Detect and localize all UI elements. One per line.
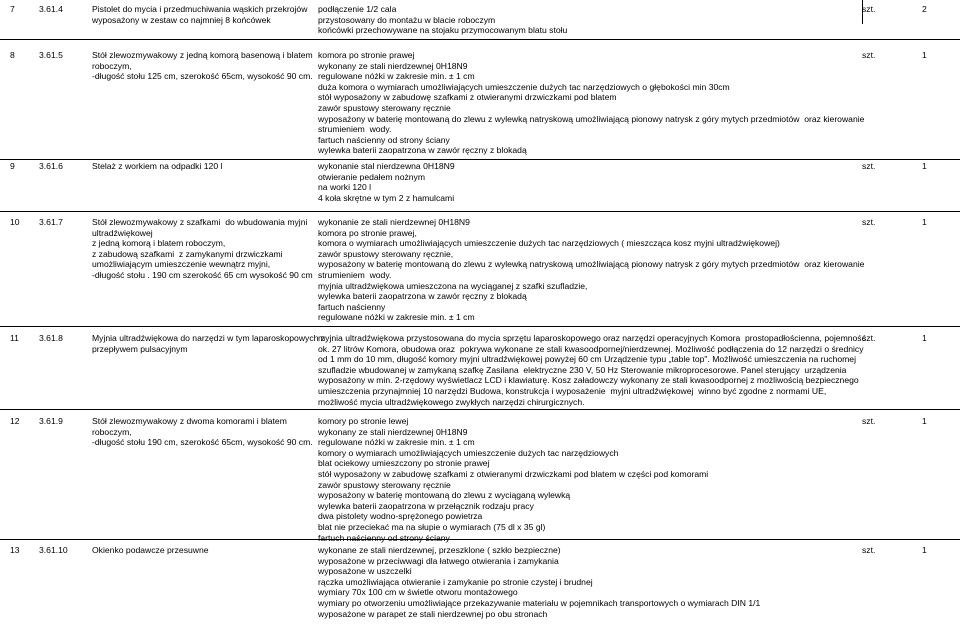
spec-line: strumieniem wody. [318,269,392,280]
spec-line: wykonanie ze stali nierdzewnej 0H18N9 [318,217,470,227]
unit: szt. [862,217,876,227]
item-name-line: -długość stołu 190 cm, szerokość 65cm, wysokość 90 cm. [92,437,313,448]
spec-line: wyposażony w baterię montowaną do zlewu z wyciąganą wylewką [318,490,571,501]
quantity: 1 [922,333,927,343]
item-name [92,416,313,448]
item-specification [318,50,864,156]
spec-line: wyposażony w min. 2-rzędowy wyświetlacz LCD i klawiaturę. Kosz załadowczy wykonany ze stali kwasoodpornej z możliwością bezpiecznego [318,375,859,386]
spec-line: wylewka baterii zaopatrzona w zawór ręczny z blokadą [318,291,527,302]
row-separator [0,159,960,160]
spec-line: wylewka baterii zaopatrzona w zawór ręczny z blokadą [318,145,527,156]
spec-line: fartuch naścienny [318,301,386,312]
spec-line: fartuch naścienny od strony ściany [318,532,450,543]
spec-line: wykonanie stal nierdzewna 0H18N9 [318,161,455,171]
unit: szt. [862,545,876,555]
item-name-line: Myjnia ultradźwiękowa do narzędzi w tym laparoskopowych z [92,333,326,343]
spec-line: stół wyposażony w zabudowę szafkami z otwieranymi drzwiczkami pod blatem [318,92,617,103]
item-specification [318,4,567,36]
spec-line: myjnia ultradźwiękowa przystosowana do mycia sprzętu laparoskopowego oraz narzędzi operacyjnych Komora prostopadłościenna, pojemność [318,333,866,343]
spec-line: podłączenie 1/2 cala [318,4,397,14]
quantity: 1 [922,161,927,171]
spec-line: duża komora o wymiarach umożliwiających umieszczenie dużych tac narzędziowych o głębokości min 30cm [318,81,730,92]
item-code: 3.61.6 [39,161,63,171]
item-code: 3.61.10 [39,545,68,555]
spec-line: zawór spustowy sterowany ręcznie [318,102,451,113]
spec-line: wyposażone w parapet ze stali nierdzewnej po obu stronach [318,608,548,619]
item-specification [318,333,866,407]
spec-line: na worki 120 l [318,182,372,193]
spec-line: wyposażone w uszczelki [318,566,412,577]
spec-line: wyposażone w przeciwwagi dla łatwego otwierania i zamykania [318,555,559,566]
spec-line: końcówki przechowywane na stojaku przymocowanym blatu stołu [318,25,568,36]
item-name-line: Stół zlewozmywakowy z dwoma komorami i blatem [92,416,287,426]
row-separator [0,211,960,212]
spec-line: komora po stronie prawej, [318,227,417,238]
item-name [92,50,313,82]
item-name-line: -długość stołu . 190 cm szerokość 65 cm wysokość 90 cm [92,269,313,280]
spec-line: blat nie przeciekać ma na słupie o wymiarach (75 dl x 35 gl) [318,521,546,532]
spec-line: wyposażony w baterię montowaną do zlewu z wylewką natryskową umożliwiającą pionowy natrysk z góry mytych przedmiotów oraz kierowanie [318,259,865,270]
item-name [92,161,222,172]
spec-line: umieszczenia przynajmniej 10 narzędzi Budowa, konstrukcja i wyposażenie myjni ultradźwiękowej winno być zgodne z normami UE, [318,385,827,396]
item-name-line: Okienko podawcze przesuwne [92,545,209,555]
quantity: 1 [922,416,927,426]
spec-line: wykonane ze stali nierdzewnej, przeszklone ( szkło bezpieczne) [318,545,561,555]
unit: szt. [862,161,876,171]
row-number: 9 [10,161,15,171]
spec-line: regulowane nóżki w zakresie min. ± 1 cm [318,437,475,448]
item-specification [318,161,455,203]
spec-line: zawór spustowy sterowany ręcznie [318,479,451,490]
item-name-line: z jedną komorą i blatem roboczym, [92,238,226,249]
spec-line: wymiary po otworzeniu umożliwiające przekazywanie materiału w pojemnikach transportowych o wymiarach DIN 1/1 [318,597,761,608]
item-name-line: Stelaż z workiem na odpadki 120 l [92,161,223,171]
quantity: 1 [922,545,927,555]
item-code: 3.61.8 [39,333,63,343]
item-name-line: Stół zlewozmywakowy z jedną komorą basenową i blatem [92,50,313,60]
item-name [92,217,313,281]
unit: szt. [862,333,876,343]
unit: szt. [862,4,876,14]
item-name-line: Pistolet do mycia i przedmuchiwania wąskich przekrojów [92,4,308,14]
spec-line: komory o wymiarach umożliwiających umieszczenie dużych tac narzędziowych [318,447,619,458]
row-number: 7 [10,4,15,14]
unit: szt. [862,416,876,426]
spec-line: wykonany ze stali nierdzewnej 0H18N9 [318,60,468,71]
spec-line: wylewka baterii zaopatrzona w przełącznik rodzaju pracy [318,500,534,511]
item-code: 3.61.5 [39,50,63,60]
row-number: 10 [10,217,20,227]
spec-line: regulowane nóżki w zakresie min. ± 1 cm [318,71,475,82]
spec-line: ok. 27 litrów Komora, obudowa oraz pokrywa wykonane ze stali kwasoodpornej/nierdzewnej. Możliwość podłączenia do 12 narzędzi o średnicy [318,343,864,354]
row-number: 12 [10,416,20,426]
item-name [92,4,307,25]
item-specification [318,217,864,323]
spec-line: blat ociekowy umieszczony po stronie prawej [318,458,490,469]
spec-line: dwa pistolety wodno-sprężonego powietrza [318,511,483,522]
item-name [92,545,209,556]
item-name-line: umożliwiającym umieszczenie wewnątrz myjni, [92,259,271,270]
spec-line: komory po stronie lewej [318,416,409,426]
spec-line: regulowane nóżki w zakresie min. ± 1 cm [318,312,475,323]
spec-line: wymiary 70x 100 cm w świetle otworu montażowego [318,587,518,598]
item-specification [318,416,708,543]
item-name-line: -długość stołu 125 cm, szerokość 65cm, wysokość 90 cm. [92,71,313,82]
spec-line: komora po stronie prawej [318,50,415,60]
item-code: 3.61.7 [39,217,63,227]
quantity: 1 [922,50,927,60]
spec-line: szufladzie wbudowanej w zamykaną szafkę Zasilana elektryczne 230 V, 50 Hz Sterowanie mikroprocesorowe. Panel sterujący urządzenia [318,364,847,375]
item-specification [318,545,760,619]
item-name-line: roboczym, [92,426,132,437]
spec-line: fartuch naścienny od strony ściany [318,134,450,145]
item-code: 3.61.4 [39,4,63,14]
spec-line: komora o wymiarach umożliwiających umieszczenie dużych tac narzędziowych ( mieszcząca kosz myjni ultradźwiękowej) [318,238,780,249]
spec-line: zawór spustowy sterowany ręcznie, [318,248,454,259]
row-separator [0,409,960,410]
item-name-line: roboczym, [92,60,132,71]
spec-line: rączka umożliwiająca otwieranie i zamykanie po stronie czystej i brudnej [318,576,593,587]
spec-line: 4 koła skrętne w tym 2 z hamulcami [318,192,455,203]
row-separator [0,326,960,327]
spec-line: od 1 mm do 10 mm, długość komory myjni ultradźwiękowej powyżej 60 cm Urządzenie typu „table top". Możliwość umieszczenia na ruchomej [318,354,856,365]
spec-line: strumieniem wody. [318,124,392,135]
spec-line: wykonany ze stali nierdzewnej 0H18N9 [318,426,468,437]
item-name-line: wyposażony w zestaw co najmniej 8 końcówek [92,14,271,25]
spec-line: stół wyposażony w zabudowę szafkami z otwieranymi drzwiczkami pod blatem w części pod komorami [318,468,709,479]
item-name-line: Stół zlewozmywakowy z szafkami do wbudowania myjni [92,217,308,227]
item-name-line: z zabudową szafkami z zamykanymi drzwiczkami [92,248,283,259]
item-name-line: ultradźwiękowej [92,227,153,238]
spec-line: wyposażony w baterię montowaną do zlewu z wylewką natryskową umożliwiającą pionowy natrysk z góry mytych przedmiotów oraz kierowanie [318,113,865,124]
unit: szt. [862,50,876,60]
quantity: 2 [922,4,927,14]
row-number: 8 [10,50,15,60]
spec-line: możliwość mycia ultradźwiękowego zwykłych narzędzi chirurgicznych. [318,396,585,407]
spec-line: przystosowany do montażu w blacie roboczym [318,14,496,25]
row-separator [0,39,960,40]
item-name [92,333,325,354]
item-name-line: przepływem pulsacyjnym [92,343,188,354]
row-number: 13 [10,545,20,555]
row-number: 11 [10,333,19,343]
spec-line: myjnia ultradźwiękowa umieszczona na wyciąganej z szafki szufladzie, [318,280,588,291]
quantity: 1 [922,217,927,227]
item-code: 3.61.9 [39,416,63,426]
spec-line: otwieranie pedałem nożnym [318,171,426,182]
